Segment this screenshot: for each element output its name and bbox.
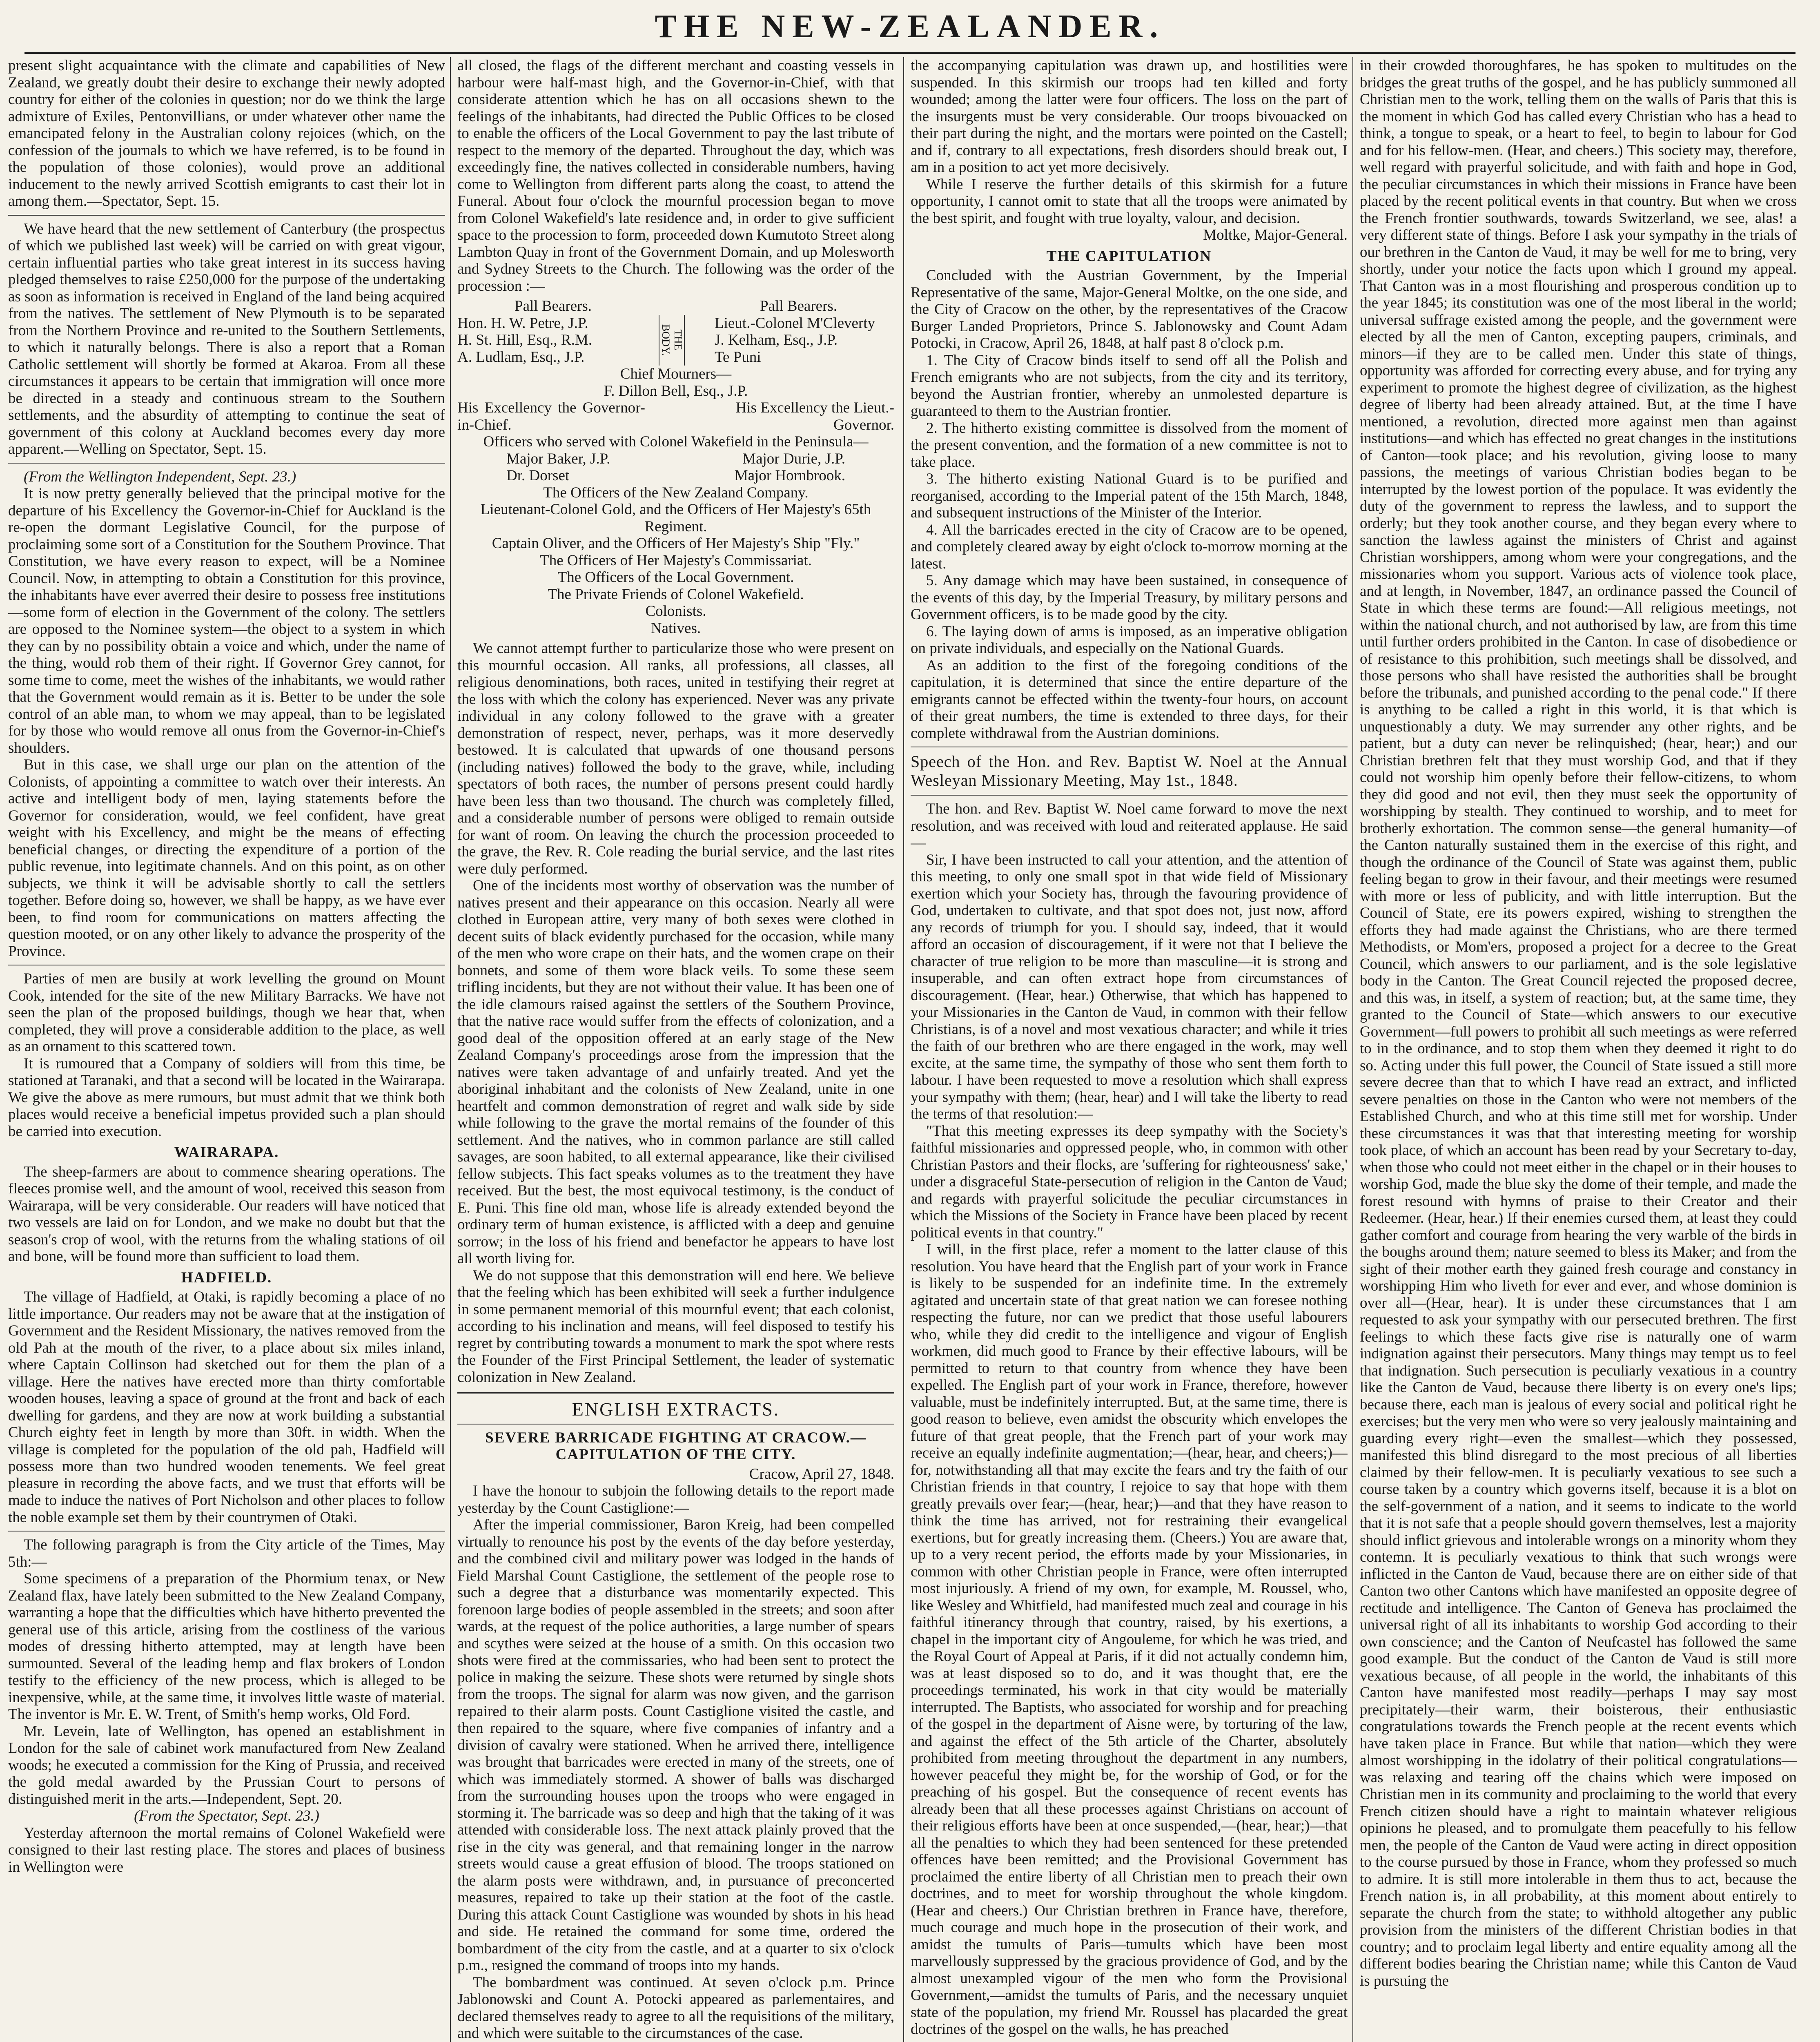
section-heading: HADFIELD. (181, 1269, 272, 1286)
paragraph: As an addition to the first of the foregoing conditions of the capitulation, it is determined that since the entire departure of the emigrants cannot be effected within the twenty-four hours, on account of their great numbers, the time is extended to three days, for their complete withdrawal from the Austrian dominions. (911, 657, 1348, 742)
paragraph: We have heard that the new settlement of Canterbury (the prospectus of which we published last week) will be carried on with great vigour, certain influential parties who take great interest in its success having pledged themselves to raise £250,000 for the purpose of the undertaking as soon as information is received in England of the land being acquired from the natives. The settlement of New Plymouth is to be separated from the Northern Province and re-united to the Southern Settlements, to which it naturally belongs. There is also a report that a Roman Catholic settlement will shortly be formed at Akaroa. From all these circumstances it appears to be certain that immigration will once more be directed in a steady and continuous stream to the Southern settlements, and the absurdity of attempting to continue the seat of government of this colony at Auckland becomes every day more apparent.—Welling on Spectator, Sept. 15. (8, 220, 445, 457)
dateline: Cracow, April 27, 1848. (749, 1465, 894, 1482)
paragraph: One of the incidents most worthy of observation was the number of natives present and their appearance on this occasion. Nearly all were clothed in European attire, very many of both sexes were clothed in decent suits of black evidently purchased for the occasion, while many of the men who wore crape on their hats, and the women crape on their bonnets, and some of them wore black veils. To some these seem trifling incidents, but they are not without their value. It has been one of the idle clamours raised against the settlers of the Southern Province, that the native race would suffer from the effects of colonization, and a good deal of the opposition offered at an early stage of the New Zealand Company's proceedings arose from the impression that the natives were taken advantage of and unfairly treated. And yet the aboriginal inhabitant and the colonists of New Zealand, unite in one heartfelt and common demonstration of regret and walk side by side while following to the grave the mortal remains of the founder of this settlement. And the natives, who in common parlance are still called savages, are soon habited, to all external appearance, like their civilised fellow subjects. This fact speaks volumes as to the treatment they have received. But the best, the most equivocal testimony, is the conduct of E. Puni. This fine old man, whose life is already extended beyond the ordinary term of human existence, is afflicted with a deep and genuine sorrow; in the loss of his friend and benefactor he appears to have lost all worth living for. (457, 877, 894, 1267)
divider (8, 463, 445, 464)
source-line: (From the Spectator, Sept. 23.) (134, 1808, 319, 1824)
divider (911, 795, 1348, 796)
newspaper-title: THE NEW-ZEALANDER. (655, 9, 1165, 45)
divider (8, 1531, 445, 1532)
paragraph: the accompanying capitulation was drawn up, and hostilities were suspended. In this skirmish our troops had ten killed and forty wounded; among the latter were four officers. The loss on the part of the insurgents must be very considerable. Our troops bivouacked on their part during the night, and the mortars were pointed on the Castell; and if, contrary to all expectations, fresh disorders should break out, I am in a position to act yet more decisively. (911, 57, 1348, 176)
pall-bearers (457, 315, 894, 366)
section-heading: WAIRARAPA. (174, 1144, 279, 1161)
officer: Major Hornbrook. (734, 467, 845, 484)
pall-bearer: A. Ludlam, Esq., J.P. (457, 348, 585, 366)
column-rule-1 (450, 57, 451, 2042)
masthead (25, 8, 1795, 49)
funeral-procession (457, 298, 894, 637)
paragraph: 4. All the barricades erected in the city of Cracow are to be opened, and completely cleared away by eight o'clock to-morrow morning at the latest. (911, 521, 1348, 572)
column-1 (8, 57, 445, 2042)
paragraph: While I reserve the further details of this skirmish for a future opportunity, I cannot omit to state that all the troops were animated by the best spirit, and fought with true loyalty, valour, and decision. (911, 176, 1348, 227)
paragraph: We do not suppose that this demonstration will end here. We believe that the feeling which has been exhibited will seek a further indulgence in some permanent memorial of this mournful event; that each colonist, according to his inclination and means, will feel disposed to testify his regret by contributing towards a monument to mark the spot where rests the Founder of the First Principal Settlement, the leader of systematic colonization in New Zealand. (457, 1267, 894, 1386)
paragraph: It is now pretty generally believed that the principal motive for the departure of his Excellency the Governor-in-Chief for Auckland is the re-open the dormant Legislative Council, for the purpose of proclaiming some sort of a Constitution for the Southern Province. That Constitution, we have every reason to expect, will be a Nominee Council. Now, in attempting to obtain a Constitution for this province, the inhabitants have ever averred their desire to possess free institutions—some form of election in the Government of the colony. The settlers are opposed to the Nominee system—the object to a system in which they can by no possibility obtain a voice and which, under the name of the thing, would rob them of their right. If Governor Grey cannot, for some time to come, meet the wishes of the inhabitants, we would rather that the Government would remain as it is. Better to be under the sole control of an able man, to whom we may appeal, than to be legislated for by those who would remove all onus from the Governor-in-Chief's shoulders. (8, 485, 445, 756)
paragraph: Parties of men are busily at work levelling the ground on Mount Cook, intended for the site of the new Military Barracks. We have not seen the plan of the proposed buildings, though we hear that, when completed, they will prove a considerable addition to the place, as well as an ornament to this scattered town. (8, 970, 445, 1055)
excellencies (457, 399, 894, 433)
paragraph: 2. The hitherto existing committee is dissolved from the moment of the present convention, and the formation of a new committee is not to take place. (911, 419, 1348, 470)
paragraph: The following paragraph is from the City article of the Times, May 5th:— (8, 1536, 445, 1570)
paragraph: Yesterday afternoon the mortal remains of Colonel Wakefield were consigned to their last resting place. The stores and places of business in Wellington were (8, 1824, 445, 1875)
paragraph: But in this case, we shall urge our plan on the attention of the Colonists, of appointing a committee to watch over their interests. An active and intelligent body of men, laying statements before the Governor for consideration, would, we feel confident, have great weight with his Excellency, and might be the means of effecting beneficial changes, or directing the expenditure of a portion of the public revenue, into legitimate channels. And on this point, as on other subjects, we think it will be advisable shortly to call the settlers together. Before doing so, however, we shall be happy, as we have ever been, to find room for communications on matters affecting the question mooted, or on any other likely to advance the prosperity of the Province. (8, 756, 445, 960)
source-line: (From the Wellington Independent, Sept. 23.) (24, 468, 296, 485)
procession-line: The Private Friends of Colonel Wakefield. (548, 586, 804, 603)
column-3 (911, 57, 1348, 2042)
pall-bearers-label: Pall Bearers. (760, 298, 837, 314)
procession-line: The Officers of Her Majesty's Commissariat. (540, 552, 812, 569)
pall-bearers-left (457, 315, 637, 366)
article-headline: Speech of the Hon. and Rev. Baptist W. Noel at the Annual Wesleyan Missionary Meeting, May 1st., 1848. (911, 752, 1348, 789)
paragraph: It is rumoured that a Company of soldiers will from this time, be stationed at Taranaki, and that a second will be located in the Wairarapa. We give the above as mere rumours, but must admit that we think both places would receive a beneficial impetus provided such a plan should be carried into execution. (8, 1055, 445, 1140)
procession-line: Captain Oliver, and the Officers of Her Majesty's Ship "Fly." (492, 535, 860, 552)
paragraph: Concluded with the Austrian Government, by the Imperial Representative of the same, Major-General Moltke, on the one side, and the City of Cracow on the other, by the representatives of the Cracow Burger Landed Proprietors, Prince S. Jablonowsky and Count Adam Potocki, in Cracow, April 26, 1848, at half past 8 o'clock p.m. (911, 267, 1348, 352)
pall-bearer: J. Kelham, Esq., J.P. (715, 332, 838, 348)
paragraph: Sir, I have been instructed to call your attention, and the attention of this meeting, to only one small spot in that wide field of Missionary exertion which your Society has, through the favouring providence of God, undertaken to cultivate, and that spot does not, just now, afford any records of triumph for you. I should say, indeed, that it would afford an occasion of discouragement, if it were not that I believe the character of true religion to be more than masculine—it is strong and insuperable, and can often extract hope from circumstances of discouragement. (Hear, hear.) Otherwise, that which has happened to your Missionaries in the Canton de Vaud, in common with their fellow Christians, is of a novel and most vexatious character; and while it tries the faith of our brethren who are there engaged in the work, may well excite, at the same time, the sympathy of those who sent them forth to labour. I have been requested to move a resolution which shall express your sympathy with them; (hear, hear) and I will take the liberty to read the terms of that resolution:— (911, 851, 1348, 1122)
procession-line: The Officers of the Local Government. (557, 569, 794, 586)
column-rule-2 (903, 57, 904, 2042)
pall-bearer: Hon. H. W. Petre, J.P. (457, 314, 588, 332)
pall-bearers-titles (457, 298, 894, 315)
divider (457, 1392, 894, 1394)
paragraph: After the imperial commissioner, Baron Kreig, had been compelled virtually to renounce his post by the events of the day before yesterday, and the combined civil and military power was lodged in the hands of Field Marshal Count Castiglione, the settlement of the people rose to such a degree that a disturbance was momentarily expected. This forenoon large bodies of people assembled in the streets; and soon after wards, at the request of the police authorities, a large number of spears and scythes were seized at the house of a smith. On this occasion two shots were fired at the commissaries, who had been sent to protect the police in making the seizure. These shots were returned by single shots from the troops. The signal for alarm was now given, and the garrison repaired to their alarm posts. Count Castiglione visited the castle, and then repaired to the square, where five companies of infantry and a division of cavalry were stationed. When he arrived there, intelligence was brought that barricades were erected in many of the streets, one of which was immediately stormed. A shower of balls was discharged from the surrounding houses upon the troops who were engaged in storming it. The barricade was so deep and high that the taking of it was attended with considerable loss. The next attack plainly proved that the rise in the city was general, and that remaining longer in the narrow streets would cause a great effusion of blood. The troops stationed on the alarm posts were withdrawn, and, in pursuance of preconcerted measures, repaired to take up their station at the foot of the castle. During this attack Count Castiglione was wounded by shots in his head and side. He retained the command for some time, ordered the bombardment of the city from the castle, and at a quarter to six o'clock p.m., resigned the command of troops into my hands. (457, 1516, 894, 1974)
lieut-governor: His Excellency the Lieut.-Governor. (735, 399, 894, 433)
paragraph: "That this meeting expresses its deep sympathy with the Society's faithful missionaries and oppressed people, who, in common with other Christian Pastors and their flocks, are 'suffering for righteousness' sake,' under a disgraceful State-persecution of religion in the Canton de Vaud; and regards with prayerful solicitude the peculiar circumstances in which the Missions of the Society in France have been placed by recent political events in that country." (911, 1122, 1348, 1241)
chief-mourners: Chief Mourners— (620, 366, 732, 382)
paragraph: 1. The City of Cracow binds itself to send off all the Polish and French emigrants who are not subjects, from the city and its territory, beyond the Austrian frontier, whereby an unmolested departure is guaranteed to them to the Austrian frontier. (911, 352, 1348, 419)
paragraph: The village of Hadfield, at Otaki, is rapidly becoming a place of no little importance. Our readers may not be aware that at the instigation of Government and the Resident Missionary, the natives removed from the old Pah at the mouth of the river, to a place about six miles inland, where Captain Collinson had sketched out for them the plan of a village. Here the natives have erected more than thirty comfortable wooden houses, leaving a space of ground at the front and back of each dwelling for gardens, and they are now at work building a substantial Church eighty feet in length by more than 30ft. in width. When the village is completed for the population of the old pah, Hadfield will possess more than two hundred wooden tenements. We feel great pleasure in recording the above facts, and we trust that efforts will be made to induce the natives of Port Nicholson and other places to follow the noble example set them by their countrymen of Otaki. (8, 1289, 445, 1526)
paragraph: The bombardment was continued. At seven o'clock p.m. Prince Jablonowski and Count A. Potocki appeared as parlementaires, and declared themselves ready to agree to all the requisitions of the military, and which were suitable to the circumstances of the case. (457, 1974, 894, 2042)
officer: Major Durie, J.P. (742, 450, 845, 467)
paragraph: I have the honour to subjoin the following details to the report made yesterday by the Count Castiglione:— (457, 1482, 894, 1516)
paragraph: We cannot attempt further to particularize those who were present on this mournful occasion. All ranks, all professions, all classes, all religious denominations, both races, united in testifying their regret at the loss with which the colony has experienced. Never was any private individual in any colony followed to the grave with a greater demonstration of respect, never, perhaps, was it more deservedly bestowed. It is calculated that upwards of one thousand persons (including natives) followed the body to the grave, while, including spectators of both races, the number of persons present could hardly have been less than two thousand. The church was completely filled, and a considerable number of persons were obliged to remain outside for want of room. On leaving the church the procession proceeded to the grave, the Rev. R. Cole reading the burial service, and the last rites were duly performed. (457, 640, 894, 877)
column-4 (1360, 57, 1797, 2042)
paragraph: present slight acquaintance with the climate and capabilities of New Zealand, we greatly doubt their desire to exchange their newly adopted country for either of the colonies in question; nor do we think the large admixture of Exiles, Pentonvillians, or under whatever other name the emancipated felony in the Australian colony rejoices (which, on the confession of the journals to which we have referred, is to be found in the population of those colonies), would prove an additional inducement to the newly arrived Scottish emigrants to cast their lot in among them.—Spectator, Sept. 15. (8, 57, 445, 210)
officers-row (457, 467, 894, 484)
officer: Dr. Dorset (506, 467, 570, 484)
paragraph: 3. The hitherto existing National Guard is to be purified and reorganised, according to the Imperial patent of the 15th March, 1848, and subsequent instructions of the Minister of the Interior. (911, 470, 1348, 521)
signature: Moltke, Major-General. (1203, 227, 1348, 243)
procession-line: Colonists. (645, 603, 706, 620)
officer: Major Baker, J.P. (506, 450, 610, 467)
paragraph: Some specimens of a preparation of the Phormium tenax, or New Zealand flax, have lately been submitted to the New Zealand Company, warranting a hope that the difficulties which have hitherto prevented the general use of this article, arising from the costliness of the various modes of dressing hitherto attempted, may at length have been surmounted. Several of the leading hemp and flax brokers of London testify to the efficiency of the new process, which is alleged to be inexpensive, while, at the same time, it involves little waste of material. The inventor is Mr. E. W. Trent, of Smith's hemp works, Old Ford. (8, 1570, 445, 1723)
masthead-rule (25, 52, 1795, 54)
paragraph: 6. The laying down of arms is imposed, as an imperative obligation on private individuals, and especially on the National Guards. (911, 623, 1348, 657)
column-rule-3 (1352, 57, 1353, 2042)
paragraph: The hon. and Rev. Baptist W. Noel came forward to move the next resolution, and was received with loud and reiterated applause. He said— (911, 800, 1348, 851)
divider (8, 215, 445, 216)
paragraph: Mr. Levein, late of Wellington, has opened an establishment in London for the sale of cabinet work manufactured from New Zealand woods; he executed a commission for the King of Prussia, and received the gold medal awarded by the Prussian Court to persons of distinguished merit in the arts.—Independent, Sept. 20. (8, 1723, 445, 1808)
pall-bearer: Lieut.-Colonel M'Cleverty (715, 314, 875, 332)
paragraph: 5. Any damage which may have been sustained, in consequence of the events of this day, by the Imperial Treasury, by military persons and Government officers, is to be made good by the city. (911, 572, 1348, 623)
chief-mourner: F. Dillon Bell, Esq., J.P. (604, 382, 748, 399)
procession-line: Lieutenant-Colonel Gold, and the Officers of Her Majesty's 65th Regiment. (480, 501, 871, 535)
the-body-label: THE BODY. (659, 315, 685, 366)
pall-bearer: Te Puni (715, 348, 761, 366)
paragraph: The sheep-farmers are about to commence shearing operations. The fleeces promise well, and the amount of wool, received this season from Wairarapa, will be very considerable. Our readers will have noticed that two vessels are laid on for London, and we make no doubt but that the season's crop of wool, with the returns from the whaling stations of oil and bone, will be found more than sufficient to load them. (8, 1163, 445, 1265)
pall-bearers-label: Pall Bearers. (515, 298, 592, 314)
governor-in-chief: His Excellency the Governor-in-Chief. (457, 399, 645, 433)
section-title: ENGLISH EXTRACTS. (572, 1399, 780, 1420)
column-2 (457, 57, 894, 2042)
pall-bearer: H. St. Hill, Esq., R.M. (457, 332, 592, 348)
paragraph: in their crowded thoroughfares, he has spoken to multitudes on the bridges the great truths of the gospel, and he has publicly summoned all Christian men to the work, telling them on the walls of Paris that this is the moment in which God has called every Christian who has a head to think, a tongue to speak, or a heart to feel, to begin to labour for God and for his fellow-men. (Hear, and cheers.) This society may, therefore, well regard with prayerful solicitude, and with faith and hope in God, the peculiar circumstances in which their missions in France have been placed by the recent political events in that country. But when we cross the French frontier southwards, towards Switzerland, we see, alas! a very different state of things. Before I ask your sympathy in the trials of our brethren in the Canton de Vaud, it may be well for me to bring, very shortly, under your notice the facts upon which I ground my appeal. That Canton was in a most flourishing and prosperous condition up to the year 1845; its constitution was one of the most liberal in the world; universal suffrage existed among the people, and the government were elected by all the men of Canton, excepting paupers, criminals, and minors—if they are to be called men. Under this state of things, opportunity was afforded for correcting every abuse, and for trying any experiment to promote the highest degree of civilization, as the highest degree of liberty had been already attained. But, at the time I have mentioned, a revolution, directed more against men than against institutions—and which has effected no great changes in the institutions of Canton—took place; and his revolution, giving loose to many passions, the meetings of various Christian bodies began to be interrupted by the lowest portion of the populace. It was evidently the duty of the government to repress the lawless, and to support the orderly; but they took another course, and they began every where to sanction the lawless against the ministers of Christ and against Christian worshippers, among whom were your congregations, and the missionaries whom you support. Various acts of violence took place, and at length, in November, 1847, an ordinance passed the Council of State in which these terms are found:—All religious meetings, not within the national church, and not authorised by law, are from this time until further orders prohibited in the Canton. In case of disobedience or of resistance to this prohibition, such meetings shall be dissolved, and those persons who shall have resisted the authorities shall be brought before the tribunals, and punished according to the penal code." If there is anything to be called a right in this world, it is that which is unquestionably a duty. We may surrender any other rights, and be patient, but a duty can never be relinquished; (hear, hear;) and our Christian brethren felt that they must worship God, and that if they could not worship him openly before their fellow-citizens, to whom they did good and not evil, then they must seek the opportunity of worshipping by stealth. They continued to worship, and to meet for brotherly exhortation. The common sense—the general humanity—of the Canton naturally sustained them in the exercise of this right, and though the ordinance of the Council of State was against them, public feeling began to grow in their favour, and their meetings were resumed with more or less of publicity, and with little interruption. But the Council of State, ere its powers expired, wishing to strengthen the efforts they had made against the Christians, who are there termed Methodists, or Mom'ers, proposed a project for a decree to the Great Council, which answers to our parliament, and is the sole legislative body in the Canton. The Great Council rejected the proposed decree, and this was, in itself, a system of reaction; but, at the same time, they granted to the Council of State—which answers to our executive Government—full powers to prohibit all such meetings as were referred to in the ordinance, and to stop them when they deemed it right to do so. Acting under this full power, the Council of State issued a still more severe decree than that to which I have read an extract, and inflicted severe penalties on those in the Canton who were not members of the Established Church, and who at this time still met for worship. Under these circumstances it was that that interesting meeting for worship took place, of which an account has been read by your Secretary to-day, when those who could not meet either in the chapel or in their houses to worship God, made the blue sky the dome of their temple, and made the forest resound with hymns of praise to their Creator and their Redeemer. (Hear, hear.) If their enemies cursed them, at least they could gather comfort and courage from hearing the very warble of the birds in the boughs around them; nature seemed to bless its Maker; and from the sight of their mother earth they gained fresh courage and constancy in worshipping Him who liveth for ever and ever, and whose dominion is over all—(Hear, hear). It is under these circumstances that I am requested to ask your sympathy with our persecuted brethren. The first feelings to which these facts give rise is naturally one of warm indignation against their persecutors. Many things may tempt us to feel that indignation. Such persecution is peculiarly vexatious in a country like the Canton de Vaud, because there liberty is on every one's lips; because there, each man is jealous of every social and political right he exercises; but the very men who were so very jealously maintaining and guarding every right—even the smallest—which they possessed, manifested this blind disregard to the most precious of all liberties claimed by their fellow-men. It is peculiarly vexatious to see such a course taken by a country which governs itself, because it is a blot on the self-government of a nation, and it seems to indicate to the world that it is not safe that a people should govern themselves, lest a majority should inflict grievous and intolerable wrongs on a minority whom they contemn. It is peculiarly vexatious to think that such wrongs were inflicted in the Canton de Vaud, because there are on either side of that Canton two other Cantons which have manifested an opposite degree of rectitude and intelligence. The Canton of Geneva has proclaimed the universal right of all its inhabitants to worship God according to their own conscience; and the Canton of Neufcastel has followed the same good example. But the conduct of the Canton de Vaud is still more vexatious because, of all people in the world, the inhabitants of this Canton have manifested most readily—perhaps I may say most precipitately—their warm, their boisterous, their enthusiastic congratulations towards the French people at the recent events which have taken place in France. But while that nation—which they were almost worshipping in the idolatry of their political congratulations—was relaxing and tearing off the chains which were imposed on Christian men in its community and proclaiming to the world that every French citizen should have a right to maintain whatever religious opinions he pleased, and to promulgate them peacefully to his fellow men, the people of the Canton de Vaud were acting in direct opposition to the course pursued by those in France, whom they professed so much to admire. It is still more intolerable in them thus to act, because the French nation is, in all probability, at this moment about entirely to separate the church from the state; to withhold altogether any public provision from the ministers of the different Christian bodies in that country; and to proclaim legal liberty and entire equality among all the different bodies bearing the Christian name; while this Canton de Vaud is pursuing the (1360, 57, 1797, 1989)
paragraph: all closed, the flags of the different merchant and coasting vessels in harbour were half-mast high, and the Governor-in-Chief, with that considerate attention which he has on all occasions shewn to the feelings of the inhabitants, had directed the Public Offices to be closed to enable the officers of the Local Government to pay the last tribute of respect to the memory of the departed. Throughout the day, which was exceedingly fine, the natives collected in considerable numbers, having come to Wellington from different parts along the coast, to attend the Funeral. About four o'clock the mournful procession began to move from Colonel Wakefield's late residence and, in order to give sufficient space to the procession to form, proceeded down Kumutoto Street along Lambton Quay in front of the Government Domain, and up Molesworth and Sydney Streets to the Church. The following was the order of the procession :— (457, 57, 894, 294)
article-headline: SEVERE BARRICADE FIGHTING AT CRACOW.—CAPITULATION OF THE CITY. (485, 1429, 867, 1463)
procession-line: The Officers of the New Zealand Company. (543, 484, 809, 501)
pall-bearers-right (706, 315, 894, 366)
paragraph: I will, in the first place, refer a moment to the latter clause of this resolution. You have heard that the English part of your work in France is likely to be suspended for an indefinite time. In the extremely agitated and uncertain state of that great nation we can foresee nothing respecting the future, nor can we predict that those useful labourers who, while they did credit to the intelligence and vigour of English workmen, did much good to France by their effective labours, will be permitted to return to that country from whence they have been expelled. The English part of your work in France, therefore, however valuable, must be indefinitely interrupted. But, at the same time, there is good reason to believe, even amidst the obscurity which envelopes the future of that great people, that the French part of your work may receive an equally indefinite augmentation;—(hear, hear, and cheers;)—for, notwithstanding all that may excite the fears and try the faith of our Christian friends in that country, I rejoice to say that hope with them greatly prevails over fear;—(hear, hear;)—and that they have reason to think the time has arrived, not for restraining their evangelical exertions, but for greatly increasing them. (Cheers.) You are aware that, up to a very recent period, the efforts made by your Missionaries, in common with other Christian people in France, were often interrupted most injuriously. A friend of my own, for example, M. Roussel, who, like Wesley and Whitfield, had manifested much zeal and courage in his faithful itinerancy through that country, raised, by his exertions, a chapel in the important city of Angouleme, for which he was tried, and the Royal Court of Appeal at Paris, if it did not actually condemn him, was at least disposed so to do, and it was thought that, ere the proceedings terminated, his work in that city would be materially interrupted. The Baptists, who associated for worship and for preaching of the gospel in the department of Aisne were, by torturing of the law, and against the effect of the 5th article of the Charter, absolutely prohibited from meeting throughout the department in any numbers, however peaceful they might be, for the worship of God, or for the preaching of his gospel. But the consequence of recent events has already been that all these processes against Christians on account of their religious efforts have been at once suspended,—(hear, hear;)—that all the penalties to which they had been sentenced for these pretended offences have been remitted; and the Provisional Government has proclaimed the entire liberty of all Christian men to preach their own doctrines, and to meet for worship throughout the whole kingdom. (Hear and cheers.) Our Christian brethren in France have, therefore, much courage and much hope in the prosecution of their work, and amidst the tumults of Paris—tumults which have been most marvellously suppressed by the gracious providence of God, and by the almost unexampled vigour of the men who form the Provisional Government,—amidst the tumults of Paris, and the necessary unquiet state of the population, my friend Mr. Roussel has placarded the great doctrines of the gospel on the walls, he has preached (911, 1241, 1348, 2038)
section-heading: THE CAPITULATION (1046, 247, 1212, 265)
officers-peninsula: Officers who served with Colonel Wakefield in the Peninsula— (483, 433, 869, 450)
procession-line: Natives. (650, 620, 701, 637)
officers-row (457, 450, 894, 468)
